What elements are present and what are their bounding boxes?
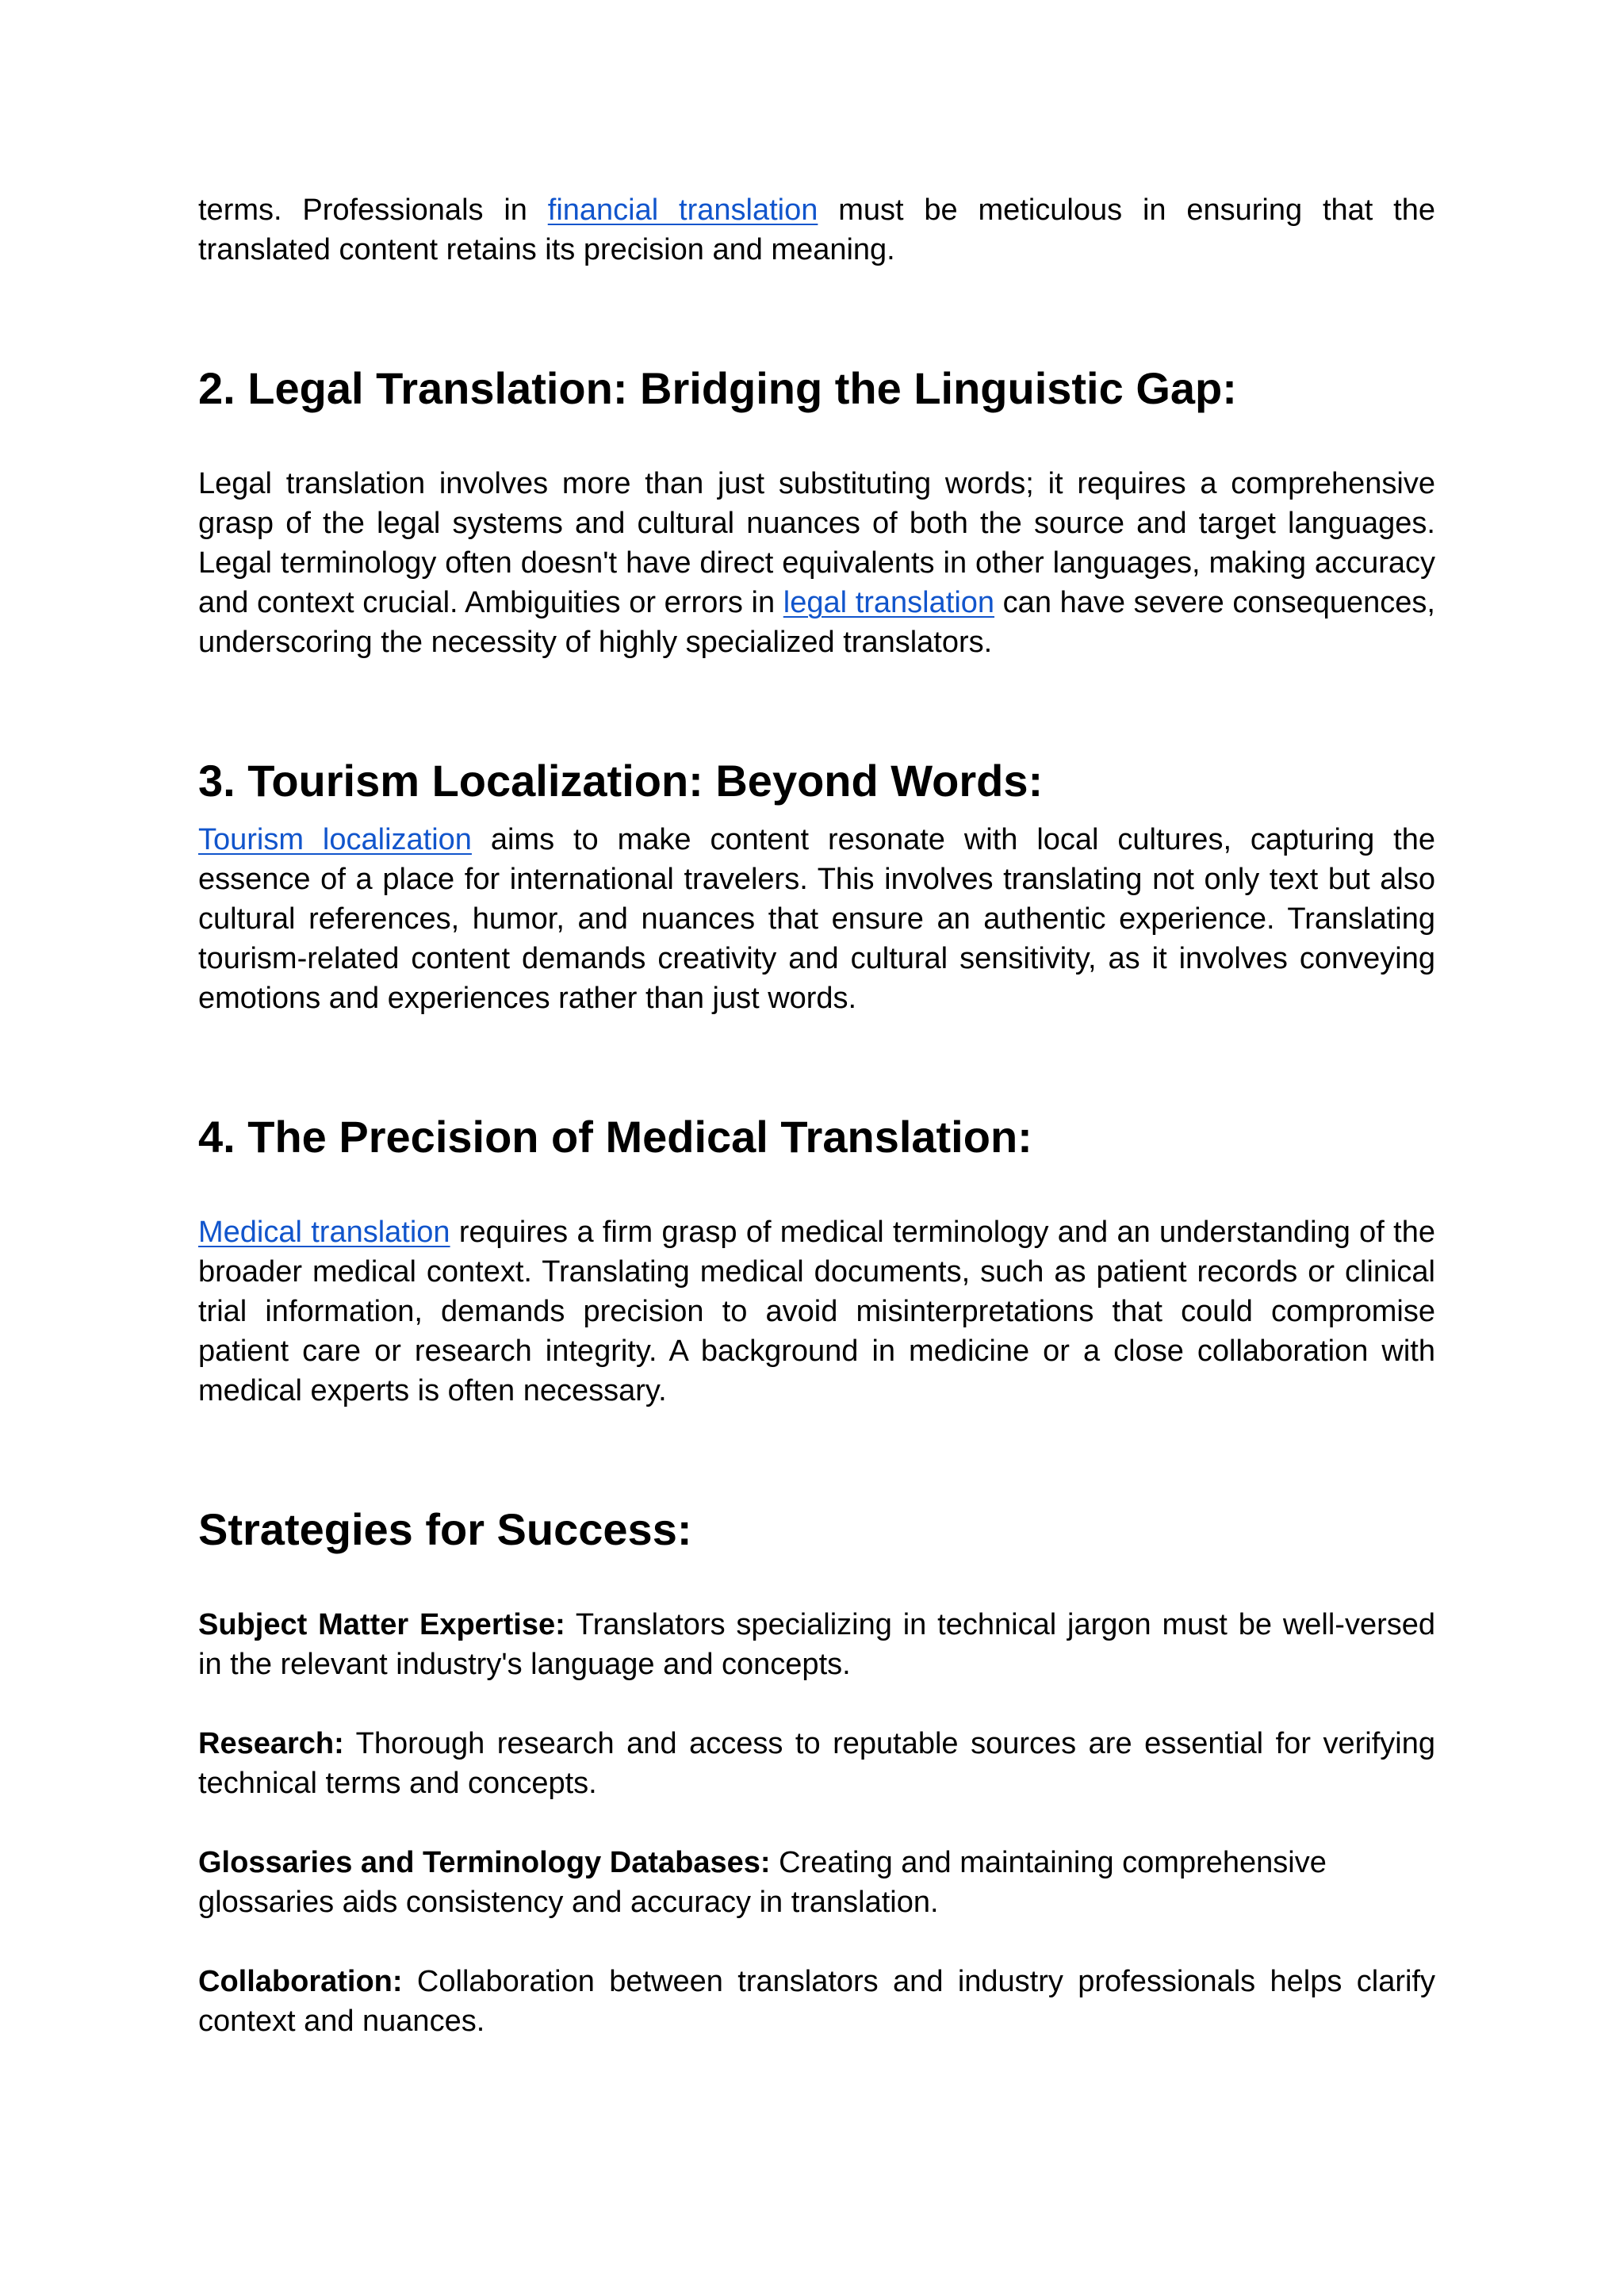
strategy-term: Research: — [198, 1727, 344, 1760]
strategy-text: Translators specializing in technical jargon must be well-versed in the relevant industry's language and concepts. — [198, 1608, 1436, 1681]
strategy-item-research — [198, 1724, 1435, 1803]
medical-text-after: requires a firm grasp of medical terminology and an understanding of the broader medical context. Translating medical documents, such as patient records or clinical trial information, demands precision to avoid misinterpretations that could compromise patient care or research integrity. A background in medicine or a close collaboration with medical experts is often necessary. — [198, 1216, 1435, 1407]
legal-translation-paragraph — [198, 464, 1435, 662]
strategy-term: Collaboration: — [198, 1965, 403, 1998]
intro-tail-paragraph — [198, 190, 1435, 270]
tourism-localization-paragraph — [198, 820, 1435, 1018]
strategy-text: Collaboration between translators and industry professionals helps clarify context and nuances. — [198, 1965, 1435, 2038]
legal-text-before: Legal translation involves more than just substituting words; it requires a comprehensive grasp of the legal systems and cultural nuances of both the source and target languages. Legal terminology often doesn't have direct equivalents in other languages, making accuracy and context crucial. Ambiguities or errors in — [198, 467, 1435, 619]
tourism-localization-link[interactable]: Tourism localization — [198, 823, 472, 856]
intro-tail-text-before: terms. Professionals in — [198, 193, 548, 227]
financial-translation-link[interactable]: financial translation — [547, 193, 818, 227]
strategy-item-collaboration — [198, 1962, 1435, 2041]
tourism-localization-heading: 3. Tourism Localization: Beyond Words: — [198, 756, 1044, 806]
strategy-text: Thorough research and access to reputable sources are essential for verifying technical terms and concepts. — [198, 1727, 1435, 1800]
strategy-term: Glossaries and Terminology Databases: — [198, 1846, 771, 1879]
medical-translation-heading: 4. The Precision of Medical Translation: — [198, 1112, 1032, 1162]
document-page — [198, 190, 1435, 2041]
legal-text-after: can have severe consequences, underscoring the necessity of highly specialized translators. — [198, 586, 1435, 659]
intro-tail-text-after: must be meticulous in ensuring that the translated content retains its precision and meaning. — [198, 193, 1436, 266]
strategy-text: Creating and maintaining comprehensive glossaries aids consistency and accuracy in translation. — [198, 1846, 1327, 1919]
medical-translation-paragraph — [198, 1212, 1435, 1411]
tourism-text-after: aims to make content resonate with local cultures, capturing the essence of a place for international travelers. This involves translating not only text but also cultural references, humor, and nuances that ensure an authentic experience. Translating tourism-related content demands creativity and cultural sensitivity, as it involves conveying emotions and experiences rather than just words. — [198, 823, 1435, 1015]
legal-translation-heading: 2. Legal Translation: Bridging the Linguistic Gap: — [198, 363, 1237, 413]
strategies-heading: Strategies for Success: — [198, 1504, 692, 1554]
legal-translation-link[interactable]: legal translation — [783, 586, 995, 619]
strategy-item-subject-matter — [198, 1605, 1435, 1684]
medical-translation-link[interactable]: Medical translation — [198, 1216, 450, 1249]
strategy-term: Subject Matter Expertise: — [198, 1608, 565, 1641]
strategy-item-glossaries — [198, 1843, 1435, 1922]
